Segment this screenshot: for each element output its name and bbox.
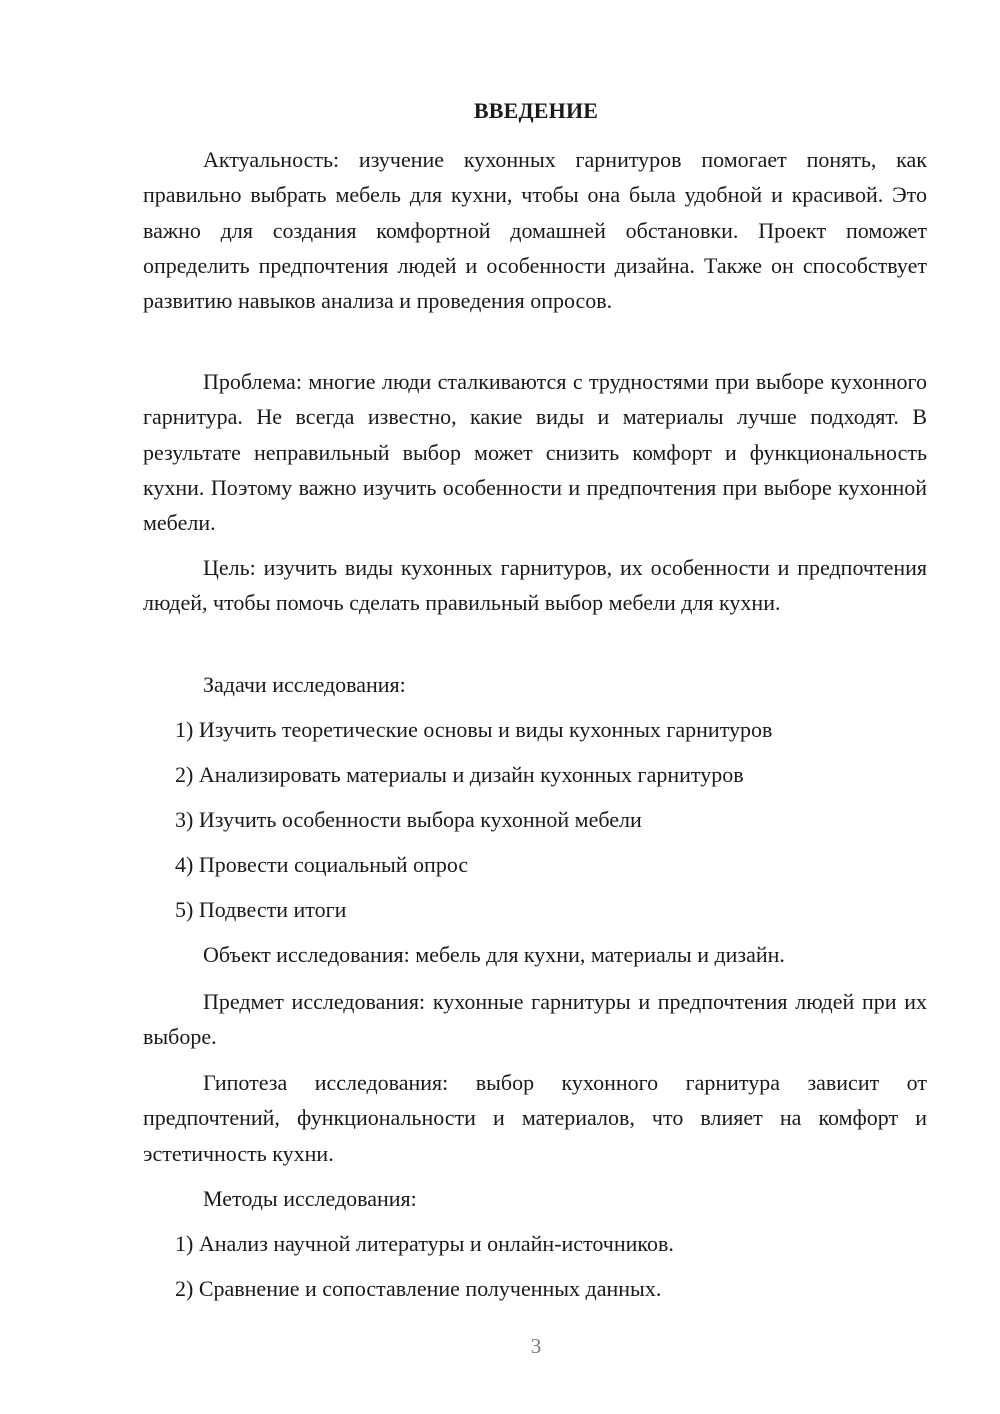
task-item: 2) Анализировать материалы и дизайн кухонных гарнитуров — [175, 762, 744, 787]
object-line: Объект исследования: мебель для кухни, материалы и дизайн. — [203, 942, 785, 967]
subject-paragraph: Предмет исследования: кухонные гарнитуры и предпочтения людей при их выборе. — [143, 989, 927, 1050]
hypothesis-paragraph: Гипотеза исследования: выбор кухонного гарнитура зависит от предпочтений, функциональности и материалов, что влияет на комфорт и эстетичность кухни. — [143, 1070, 927, 1166]
section-title: ВВЕДЕНИЕ — [473, 98, 599, 123]
problem-paragraph: Проблема: многие люди сталкиваются с трудностями при выборе кухонного гарнитура. Не всегда известно, какие виды и материалы лучше подходят. В результате неправильный выбор может снизить комфорт и функциональность кухни. Поэтому важно изучить особенности и предпочтения при выборе кухонной мебели. — [143, 369, 927, 536]
tasks-heading: Задачи исследования: — [203, 672, 406, 697]
task-item: 4) Провести социальный опрос — [175, 852, 469, 877]
relevance-paragraph: Актуальность: изучение кухонных гарнитуров помогает понять, как правильно выбрать мебель для кухни, чтобы она была удобной и красивой. Это важно для создания комфортной домашней обстановки. Проект поможет определить предпочтения людей и особенности дизайна. Также он способствует развитию навыков анализа и проведения опросов. — [143, 147, 927, 314]
method-item: 2) Сравнение и сопоставление полученных данных. — [175, 1276, 662, 1301]
page-number: 3 — [530, 1334, 542, 1358]
task-item: 1) Изучить теоретические основы и виды кухонных гарнитуров — [175, 717, 773, 742]
method-item: 1) Анализ научной литературы и онлайн-источников. — [175, 1231, 674, 1256]
task-item: 5) Подвести итоги — [175, 897, 347, 922]
goal-paragraph: Цель: изучить виды кухонных гарнитуров, их особенности и предпочтения людей, чтобы помочь сделать правильный выбор мебели для кухни. — [143, 555, 927, 616]
methods-heading: Методы исследования: — [203, 1186, 417, 1211]
task-item: 3) Изучить особенности выбора кухонной мебели — [175, 807, 642, 832]
